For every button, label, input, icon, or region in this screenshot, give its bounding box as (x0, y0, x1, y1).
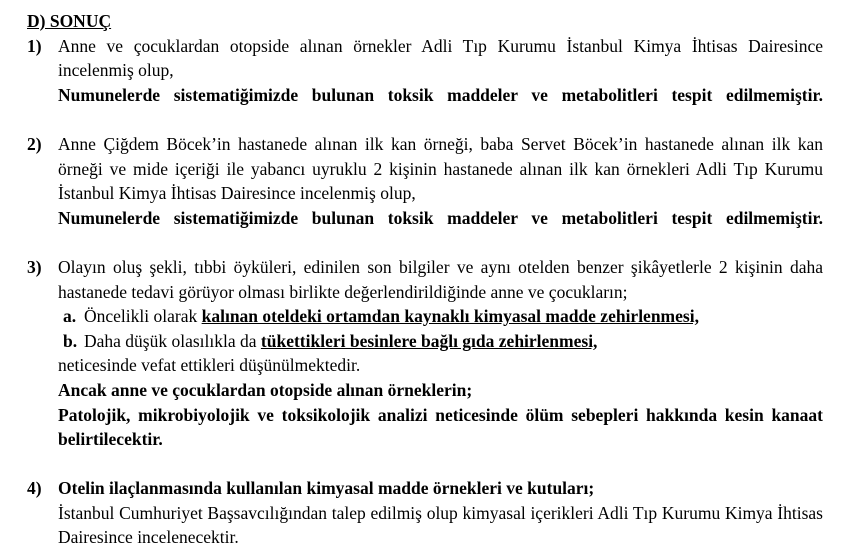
item-4-number: 4) (27, 478, 42, 499)
sub-item-a-letter: a. (63, 306, 77, 327)
sub-item-a-prefix: Öncelikli olarak (84, 306, 202, 327)
item-2-body (58, 132, 823, 230)
section-heading: D) SONUÇ (27, 11, 112, 31)
item-3-bold-conclusion: Patolojik, mikrobiyolojik ve toksikolojik analizi neticesinde ölüm sebepleri hakkında kesin kanaat belirtilecektir. (58, 404, 823, 450)
sub-item-b-prefix: Daha düşük olasılıkla da (84, 330, 261, 351)
list-item-4 (27, 476, 823, 550)
sub-item-a-emphasis: kalınan oteldeki ortamdan kaynaklı kimyasal madde zehirlenmesi, (201, 306, 699, 327)
sub-item-a (58, 304, 823, 329)
list-item-1 (27, 34, 823, 108)
list-item-3 (27, 255, 823, 452)
item-1-paragraph: Anne ve çocuklardan otopside alınan örnekler Adli Tıp Kurumu İstanbul Kimya İhtisas Dairesince incelenmiş olup, (58, 35, 823, 81)
sub-item-b (58, 329, 823, 354)
item-3-number: 3) (27, 256, 42, 277)
sub-item-b-emphasis: tükettikleri besinlere bağlı gıda zehirlenmesi, (260, 330, 598, 351)
item-4-paragraph: İstanbul Cumhuriyet Başsavcılığından talep edilmiş olup kimyasal içerikleri Adli Tıp Kurumu Kimya İhtisas Dairesince incelenecektir. (58, 502, 823, 548)
item-2-bold-conclusion: Numunelerde sistematiğimizde bulunan toksik maddeler ve metabolitleri tespit edilmemiştir. (58, 207, 823, 228)
item-4-bold-title: Otelin ilaçlanmasında kullanılan kimyasal madde örnekleri ve kutuları; (58, 478, 595, 499)
sub-item-a-text (84, 304, 823, 329)
item-4-body (58, 476, 823, 550)
item-1-bold-conclusion: Numunelerde sistematiğimizde bulunan toksik maddeler ve metabolitleri tespit edilmemiştir. (58, 84, 823, 105)
list-item-2 (27, 132, 823, 230)
item-3-body (58, 255, 823, 452)
item-3-bold-note: Ancak anne ve çocuklardan otopside alınan örneklerin; (58, 379, 473, 400)
item-1-body (58, 34, 823, 108)
sub-item-b-letter: b. (63, 330, 78, 351)
sub-item-b-text (84, 329, 823, 354)
item-2-paragraph: Anne Çiğdem Böcek’in hastanede alınan ilk kan örneği, baba Servet Böcek’in hastanede alınan ilk kan örneği ve mide içeriği ile yabancı uyruklu 2 kişinin hastanede alınan ilk kan örnekleri Adli Tıp Kurumu İstanbul Kimya İhtisas Dairesince incelenmiş olup, (58, 133, 823, 204)
item-1-number: 1) (27, 35, 42, 56)
item-2-number: 2) (27, 133, 42, 154)
item-3-paragraph: Olayın oluş şekli, tıbbi öyküleri, edinilen son bilgiler ve aynı otelden benzer şikâyetlerle 2 kişinin daha hastanede tedavi görüyor olması birlikte değerlendirildiğinde anne ve çocukların; (58, 256, 823, 302)
section-heading-row (27, 9, 823, 34)
item-3-aftermath: neticesinde vefat ettikleri düşünülmektedir. (58, 355, 361, 376)
